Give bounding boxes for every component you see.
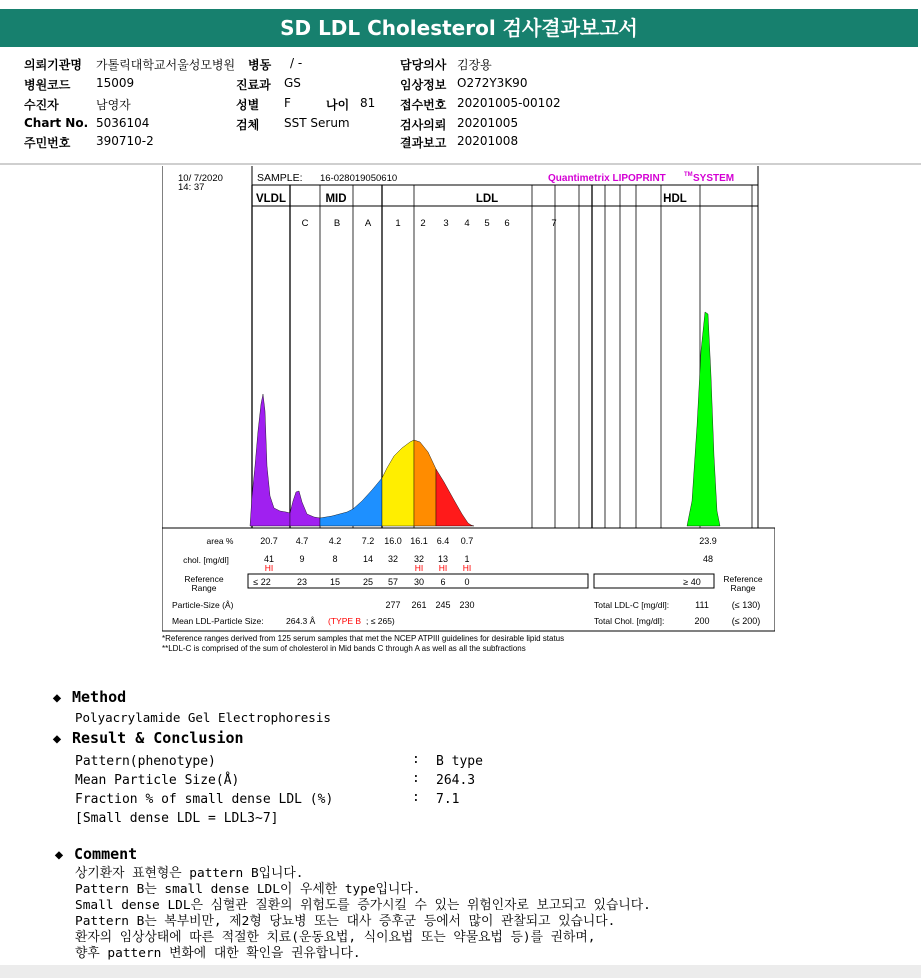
chol-value: 41 (263, 554, 275, 564)
header-value: 20201008 (457, 134, 519, 148)
header-value: 390710-2 (96, 134, 154, 148)
age-label: 나이 (326, 98, 350, 112)
mean-ldl-value: 264.3 Å (286, 616, 316, 626)
chol-value: 1 (464, 554, 470, 564)
group-label: VLDL (255, 193, 287, 205)
result-label: Fraction % of small dense LDL (%) (75, 792, 334, 807)
header-value: 20201005 (457, 116, 519, 130)
header-label: 접수번호 (400, 98, 447, 112)
header-value: 15009 (96, 76, 135, 90)
row-label-mean-ldl: Mean LDL-Particle Size: (172, 616, 264, 626)
group-label: LDL (475, 193, 499, 205)
area-value: 16.0 (384, 536, 402, 546)
particle-size-value: 230 (459, 600, 475, 610)
header-label: 진료과 (236, 78, 271, 92)
area-value: 20.7 (260, 536, 278, 546)
header-label: 성별 (236, 98, 260, 112)
area-value: 7.2 (361, 536, 375, 546)
hi-flag: HI (414, 563, 424, 573)
row-label-reference: Reference (184, 574, 224, 584)
header-value: F (284, 96, 291, 110)
mid-ba-peak (320, 478, 382, 526)
band-label: 7 (551, 218, 557, 229)
reference-value: 23 (296, 577, 308, 587)
row-label-chol: chol. [mg/dl] (183, 555, 229, 565)
header-label: 병원코드 (24, 78, 71, 92)
diamond-bullet-icon: ◆ (52, 731, 62, 747)
header-label: 의뢰기관명 (24, 58, 82, 72)
header-value: 20201005-00102 (457, 96, 561, 110)
header-value: 김장용 (457, 58, 492, 72)
ldl1-peak (382, 440, 414, 526)
chol-value: 14 (362, 554, 374, 564)
chart-date: 10/ 7/2020 (178, 173, 223, 184)
comment-title: Comment (74, 845, 138, 863)
band-label: 2 (420, 218, 426, 229)
result-label: Pattern(phenotype) (75, 754, 216, 769)
age-value: 81 (360, 96, 376, 110)
result-colon: : (412, 790, 420, 805)
reference-value: ≤ 22 (253, 577, 271, 587)
reference-value: 25 (362, 577, 374, 587)
header-label: 수진자 (24, 98, 59, 112)
lipoprint-chart (162, 166, 775, 658)
ldl2-peak (414, 440, 436, 526)
header-label: 담당의사 (400, 58, 447, 72)
header-label: 결과보고 (400, 136, 447, 150)
reference-value: 30 (413, 577, 425, 587)
band-label: 5 (484, 218, 490, 229)
mid-c-peak (290, 491, 320, 526)
total-ldlc-value: 111 (695, 600, 709, 610)
header-label: 병동 (248, 58, 272, 72)
result-value: B type (436, 754, 483, 769)
chart-time: 14: 37 (178, 182, 205, 193)
row-label-total-chol: Total Chol. [mg/dl]: (594, 616, 665, 626)
diamond-bullet-icon: ◆ (54, 847, 64, 863)
method-text: Polyacrylamide Gel Electrophoresis (75, 710, 331, 725)
comment-line: 환자의 임상상태에 따른 적절한 치료(운동요법, 식이요법 또는 약물요법 등)를 권하며, (75, 930, 596, 945)
area-value: 0.7 (460, 536, 474, 546)
header-label: 검체 (236, 118, 260, 132)
area-value: 23.9 (699, 536, 717, 546)
band-label: B (333, 218, 341, 229)
header-value: 5036104 (96, 116, 150, 130)
total-chol-ref: (≤ 200) (731, 616, 761, 626)
header-value: / - (290, 56, 303, 70)
header-label: 임상정보 (400, 78, 447, 92)
comment-line: 상기환자 표현형은 pattern B입니다. (75, 866, 304, 881)
diamond-bullet-icon: ◆ (52, 690, 62, 706)
area-value: 6.4 (436, 536, 450, 546)
area-value: 4.7 (295, 536, 309, 546)
row-label-total-ldlc: Total LDL-C [mg/dl]: (594, 600, 670, 610)
hi-flag: HI (264, 563, 274, 573)
chol-value: 13 (437, 554, 449, 564)
result-value: 264.3 (436, 773, 476, 788)
vldl-peak (250, 394, 290, 526)
header-value: 남영자 (96, 98, 131, 112)
total-ldlc-ref: (≤ 130) (731, 600, 761, 610)
band-label: C (301, 218, 309, 229)
ldl3-peak (436, 469, 471, 526)
chol-value: 48 (702, 554, 714, 564)
hdl-peak (687, 312, 720, 526)
mean-ldl-ref: ; ≤ 265) (366, 616, 395, 626)
group-label: HDL (663, 193, 687, 205)
comment-line: Pattern B는 복부비만, 제2형 당뇨병 또는 대사 증후군 등에서 많이 관찰되고 있습니다. (75, 914, 616, 929)
chol-value: 32 (413, 554, 425, 564)
result-label: Mean Particle Size(Å) (75, 773, 240, 788)
band-label: 1 (395, 218, 401, 229)
report-title: SD LDL Cholesterol 검사결과보고서 (0, 9, 918, 47)
row-label-area: area % (206, 536, 234, 546)
header-value: 가톨릭대학교서울성모병원 (96, 58, 236, 72)
reference-value: ≥ 40 (683, 577, 701, 587)
method-title: Method (72, 688, 127, 706)
chart-sample-id: 16-028019050610 (320, 173, 398, 184)
result-value: 7.1 (436, 792, 460, 807)
particle-size-value: 245 (435, 600, 451, 610)
chart-footnote-1: *Reference ranges derived from 125 serum samples that met the NCEP ATPIII guidelines for desirable lipid status (162, 634, 565, 643)
chol-value: 8 (332, 554, 338, 564)
band-label: A (364, 218, 372, 229)
result-colon: : (412, 752, 420, 767)
row-label-reference-right: Reference (723, 574, 763, 584)
reference-value: 57 (387, 577, 399, 587)
hi-flag: HI (438, 563, 448, 573)
chart-footnote-2: **LDL-C is comprised of the sum of cholesterol in Mid bands C through A as well as all the subfractions (162, 644, 526, 653)
comment-heading (52, 845, 137, 863)
reference-value: 0 (464, 577, 470, 587)
method-heading (50, 688, 126, 706)
header-value: SST Serum (284, 116, 350, 130)
chart-brand-tm: TM (684, 172, 693, 178)
header-label: 검사의뢰 (400, 118, 447, 132)
chart-sample-label: SAMPLE: (257, 172, 303, 184)
chart-brand: Quantimetrix LIPOPRINT (548, 173, 666, 184)
chol-value: 32 (387, 554, 399, 564)
row-label-reference-right: Range (730, 583, 756, 593)
result-heading (50, 729, 244, 747)
band-label: 6 (504, 218, 510, 229)
header-value: GS (284, 76, 301, 90)
header-label: Chart No. (24, 116, 89, 130)
comment-line: 향후 pattern 변화에 대한 확인을 권유합니다. (75, 946, 361, 961)
comment-line: Pattern B는 small dense LDL이 우세한 type입니다. (75, 882, 421, 897)
area-value: 4.2 (328, 536, 342, 546)
reference-value: 6 (440, 577, 446, 587)
total-chol-value: 200 (694, 616, 710, 626)
hi-flag: HI (462, 563, 472, 573)
group-label: MID (325, 193, 347, 205)
row-label-particle-size: Particle-Size (Å) (172, 600, 234, 610)
result-title: Result & Conclusion (72, 729, 244, 747)
reference-value: 15 (329, 577, 341, 587)
band-label: 4 (464, 218, 470, 229)
ldl4-peak (471, 525, 474, 526)
header-divider (0, 163, 921, 165)
result-label: [Small dense LDL = LDL3~7] (75, 811, 279, 826)
chart-brand-system: SYSTEM (693, 173, 735, 184)
comment-line: Small dense LDL은 심혈관 질환의 위험도를 증가시킬 수 있는 위험인자로 보고되고 있습니다. (75, 898, 651, 913)
result-colon: : (412, 771, 420, 786)
particle-size-value: 261 (411, 600, 427, 610)
band-label: 3 (443, 218, 449, 229)
header-value: O272Y3K90 (457, 76, 528, 90)
particle-size-value: 277 (385, 600, 401, 610)
mean-ldl-type: (TYPE B (328, 616, 362, 626)
chol-value: 9 (299, 554, 305, 564)
area-value: 16.1 (410, 536, 428, 546)
row-label-reference: Range (191, 583, 217, 593)
header-label: 주민번호 (24, 136, 71, 150)
